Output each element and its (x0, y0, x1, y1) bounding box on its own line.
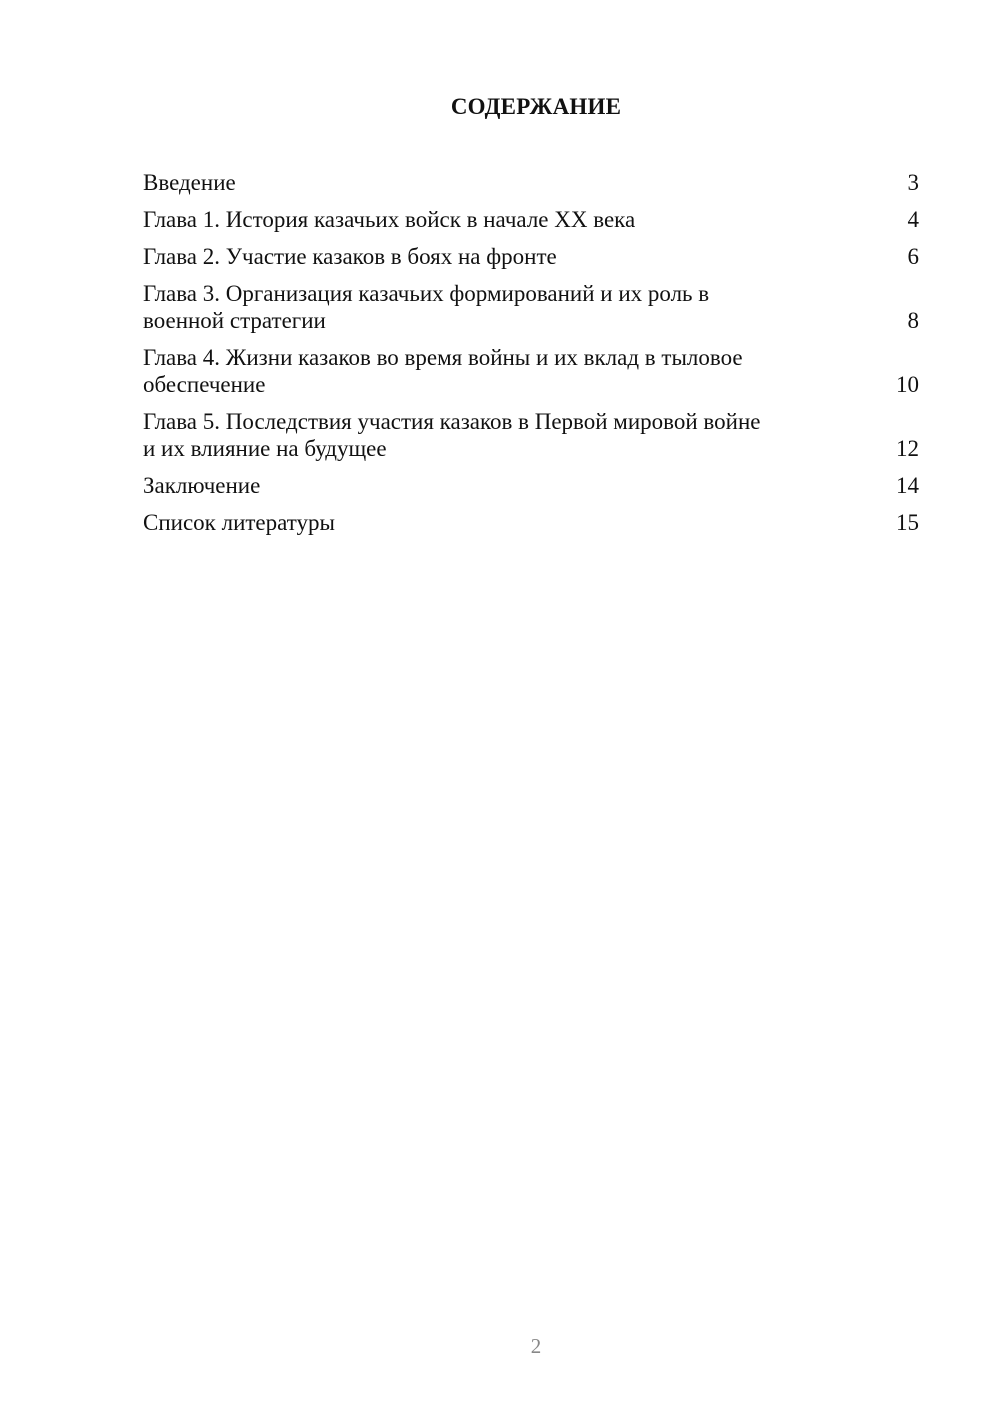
toc-entry-page: 4 (907, 207, 919, 232)
toc-entry-introduction[interactable] (143, 169, 919, 196)
toc-entry-conclusion[interactable] (143, 472, 919, 499)
toc-entry-text: Заключение (143, 473, 261, 498)
toc-entry-page: 6 (907, 244, 919, 269)
toc-entry-chapter-4[interactable] (143, 344, 919, 398)
toc-entry-text: Глава 5. Последствия участия казаков в Первой мировой войне и их влияние на будущее (143, 409, 761, 461)
toc-entry-chapter-2[interactable] (143, 243, 919, 270)
toc-entry-text: Глава 2. Участие казаков в боях на фронте (143, 244, 557, 269)
toc-entry-text: Введение (143, 170, 236, 195)
toc-entry-page: 8 (907, 308, 919, 333)
toc-entry-page: 14 (896, 473, 919, 498)
table-of-contents (143, 169, 919, 546)
toc-entry-page: 12 (896, 436, 919, 461)
toc-title: СОДЕРЖАНИЕ (450, 94, 622, 119)
toc-entry-text: Глава 4. Жизни казаков во время войны и их вклад в тыловое обеспечение (143, 345, 743, 397)
toc-entry-chapter-3[interactable] (143, 280, 919, 334)
toc-entry-text: Список литературы (143, 510, 335, 535)
toc-entry-chapter-5[interactable] (143, 408, 919, 462)
toc-entry-page: 15 (896, 510, 919, 535)
toc-entry-text: Глава 3. Организация казачьих формирований и их роль в военной стратегии (143, 281, 710, 333)
toc-entry-references[interactable] (143, 509, 919, 536)
page-number: 2 (530, 1334, 542, 1358)
toc-entry-text: Глава 1. История казачьих войск в начале XX века (143, 207, 636, 232)
toc-entry-page: 3 (907, 170, 919, 195)
toc-entry-page: 10 (896, 372, 919, 397)
toc-entry-chapter-1[interactable] (143, 206, 919, 233)
